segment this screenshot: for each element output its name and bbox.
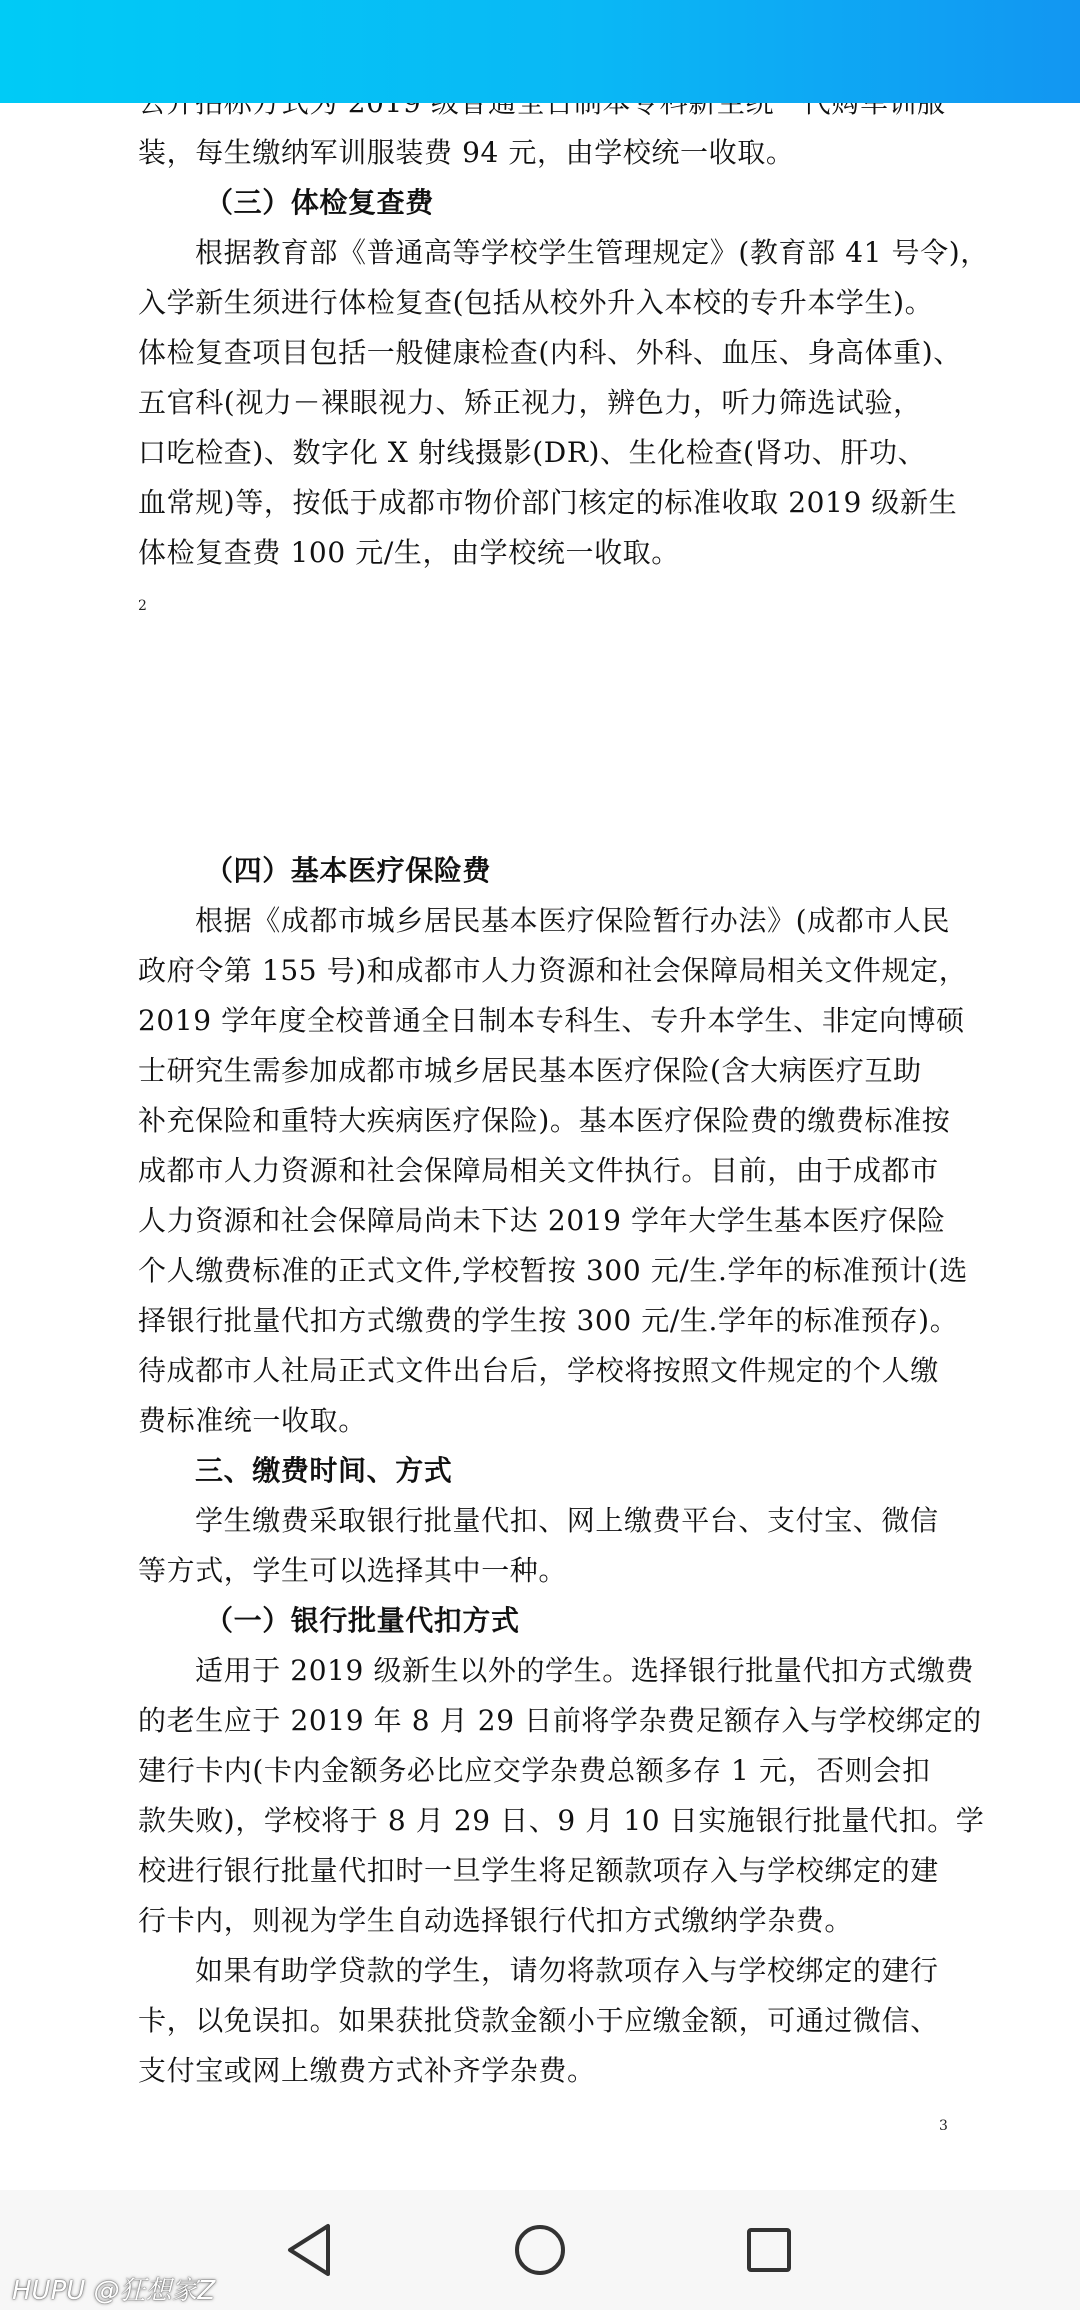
page-number: 2 (138, 598, 147, 614)
paragraph-line: 校进行银行批量代扣时一旦学生将足额款项存入与学校绑定的建 (138, 1854, 939, 1887)
paragraph-line: 成都市人力资源和社会保障局相关文件执行。目前，由于成都市 (138, 1154, 939, 1187)
paragraph-line: 政府令第 155 号)和成都市人力资源和社会保障局相关文件规定， (138, 954, 968, 987)
home-circle-icon (512, 2222, 568, 2278)
paragraph-line: 2019 学年度全校普通全日制本专科生、专升本学生、非定向博硕 (138, 1004, 965, 1037)
paragraph-line: 支付宝或网上缴费方式补齐学杂费。 (138, 2054, 596, 2087)
paragraph-line: 血常规)等，按低于成都市物价部门核定的标准收取 2019 级新生 (138, 486, 958, 519)
paragraph-line: 款失败)，学校将于 8 月 29 日、9 月 10 日实施银行批量代扣。学 (138, 1804, 985, 1837)
paragraph-line: 等方式，学生可以选择其中一种。 (138, 1554, 568, 1587)
section-heading: （一）银行批量代扣方式 (205, 1604, 520, 1637)
paragraph-line: 体检复查项目包括一般健康检查(内科、外科、血压、身高体重)、 (138, 336, 962, 369)
section-heading: （三）体检复查费 (205, 186, 434, 219)
home-button[interactable] (480, 2190, 600, 2310)
paragraph-line: 建行卡内(卡内金额务必比应交学杂费总额多存 1 元，否则会扣 (138, 1754, 931, 1787)
paragraph-line: 的老生应于 2019 年 8 月 29 日前将学杂费足额存入与学校绑定的 (138, 1704, 982, 1737)
paragraph-line: 行卡内，则视为学生自动选择银行代扣方式缴纳学杂费。 (138, 1904, 854, 1937)
watermark: HUPU @狂想家Z (12, 2276, 216, 2306)
paragraph-line: 五官科(视力－裸眼视力、矫正视力，辨色力，听力筛选试验， (138, 386, 922, 419)
paragraph-line: 费标准统一收取。 (138, 1404, 367, 1437)
back-triangle-icon (284, 2222, 334, 2278)
paragraph-line: 择银行批量代扣方式缴费的学生按 300 元/生.学年的标准预存)。 (138, 1304, 959, 1337)
recents-button[interactable] (709, 2190, 829, 2310)
section-heading: （四）基本医疗保险费 (205, 854, 492, 887)
back-button[interactable] (249, 2190, 369, 2310)
paragraph-line: 入学新生须进行体检复查(包括从校外升入本校的专升本学生)。 (138, 286, 934, 319)
paragraph-line: 待成都市人社局正式文件出台后，学校将按照文件规定的个人缴 (138, 1354, 939, 1387)
paragraph-line: 人力资源和社会保障局尚未下达 2019 学年大学生基本医疗保险 (138, 1204, 946, 1237)
recents-square-icon (744, 2225, 794, 2275)
paragraph-line: 装，每生缴纳军训服装费 94 元，由学校统一收取。 (138, 136, 795, 169)
section-heading: 三、缴费时间、方式 (195, 1454, 453, 1487)
paragraph-line: 补充保险和重特大疾病医疗保险)。基本医疗保险费的缴费标准按 (138, 1104, 951, 1137)
page-number: 3 (939, 2118, 948, 2134)
paragraph-line: 个人缴费标准的正式文件,学校暂按 300 元/生.学年的标准预计(选 (138, 1254, 968, 1287)
paragraph-line: 士研究生需参加成都市城乡居民基本医疗保险(含大病医疗互助 (138, 1054, 922, 1087)
paragraph-line: 如果有助学贷款的学生，请勿将款项存入与学校绑定的建行 (195, 1954, 939, 1987)
paragraph-line: 根据教育部《普通高等学校学生管理规定》(教育部 41 号令)， (195, 236, 989, 269)
top-status-bar (0, 0, 1080, 103)
paragraph-line: 卡，以免误扣。如果获批贷款金额小于应缴金额，可通过微信、 (138, 2004, 939, 2037)
paragraph-line: 口吃检查)、数字化 X 射线摄影(DR)、生化检查(肾功、肝功、 (138, 436, 927, 469)
paragraph-line: 根据《成都市城乡居民基本医疗保险暂行办法》(成都市人民 (195, 904, 951, 937)
paragraph-line: 学生缴费采取银行批量代扣、网上缴费平台、支付宝、微信 (195, 1504, 939, 1537)
paragraph-line: 适用于 2019 级新生以外的学生。选择银行批量代扣方式缴费 (195, 1654, 975, 1687)
paragraph-line: 体检复查费 100 元/生，由学校统一收取。 (138, 536, 680, 569)
